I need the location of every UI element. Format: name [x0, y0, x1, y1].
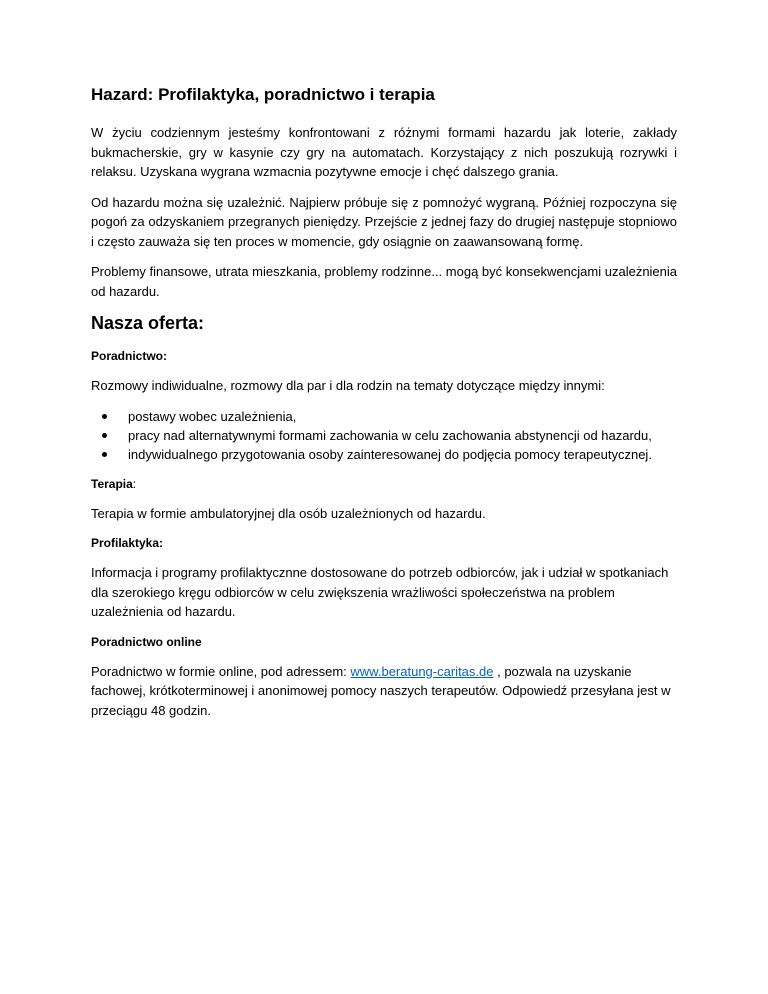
list-item	[91, 407, 677, 426]
intro-paragraph-2: Od hazardu można się uzależnić. Najpierw próbuje się z pomnożyć wygraną. Później rozpoczyna się pogoń za odzyskaniem przegranych pieniędzy. Przejście z jednej fazy do drugiej następuje stopniowo i często zauważa się ten proces w momencie, gdy osiągnie on zaawansowaną formę.	[91, 194, 677, 249]
counseling-topics-list	[91, 407, 677, 464]
therapy-label	[91, 475, 677, 493]
online-text-after: , pozwala na uzyskanie fachowej, krótkoterminowej i anonimowej pomocy naszych terapeutów. Odpowiedź przesyłana jest w przeciągu 48 godzin.	[91, 663, 671, 718]
offer-heading: Nasza oferta:	[91, 313, 205, 333]
counseling-text: Rozmowy indiwidualne, rozmowy dla par i dla rodzin na tematy dotyczące między innymi:	[91, 378, 605, 393]
online-counseling-text	[91, 662, 677, 721]
therapy-label-colon: :	[132, 476, 137, 491]
bullet-icon	[102, 414, 107, 419]
therapy-label-text: Terapia	[91, 476, 133, 491]
list-item-text: postawy wobec uzależnienia,	[128, 408, 297, 424]
bullet-icon	[102, 452, 107, 457]
online-text-before: Poradnictwo w formie online, pod adressem:	[91, 663, 351, 679]
counseling-label: Poradnictwo:	[91, 349, 168, 363]
document-title: Hazard: Profilaktyka, poradnictwo i terapia	[91, 85, 435, 104]
intro-paragraph-3: Problemy finansowe, utrata mieszkania, problemy rodzinne... mogą być konsekwencjami uzależnienia od hazardu.	[91, 264, 678, 299]
list-item	[91, 445, 677, 464]
prevention-text: Informacja i programy profilaktycznne dostosowane do potrzeb odbiorców, jak i udział w spotkaniach dla szerokiego kręgu odbiorców w celu zwiększenia wrażliwości społeczeństwa na problem uzależnienia od hazardu.	[91, 565, 669, 619]
list-item-text: pracy nad alternatywnymi formami zachowania w celu zachowania abstynencji od hazardu,	[128, 427, 652, 443]
website-link[interactable]: www.beratung-caritas.de	[350, 663, 494, 679]
prevention-label: Profilaktyka:	[91, 536, 164, 550]
list-item-text: indywidualnego przygotowania osoby zainteresowanej do podjęcia pomocy terapeutycznej.	[128, 446, 652, 462]
intro-paragraph-1: W życiu codziennym jesteśmy konfrontowani z różnymi formami hazardu jak loterie, zakłady bukmacherskie, gry w kasynie czy gry na automatach. Korzystający z nich poszukują rozrywki i relaksu. Uzyskana wygrana wzmacnia pozytywne emocje i chęć dalszego grania.	[91, 125, 677, 179]
list-item	[91, 426, 677, 445]
document-body	[91, 84, 677, 731]
therapy-text: Terapia w formie ambulatoryjnej dla osób uzależnionych od hazardu.	[91, 505, 486, 521]
online-counseling-label: Poradnictwo online	[91, 634, 202, 649]
bullet-icon	[102, 433, 107, 438]
